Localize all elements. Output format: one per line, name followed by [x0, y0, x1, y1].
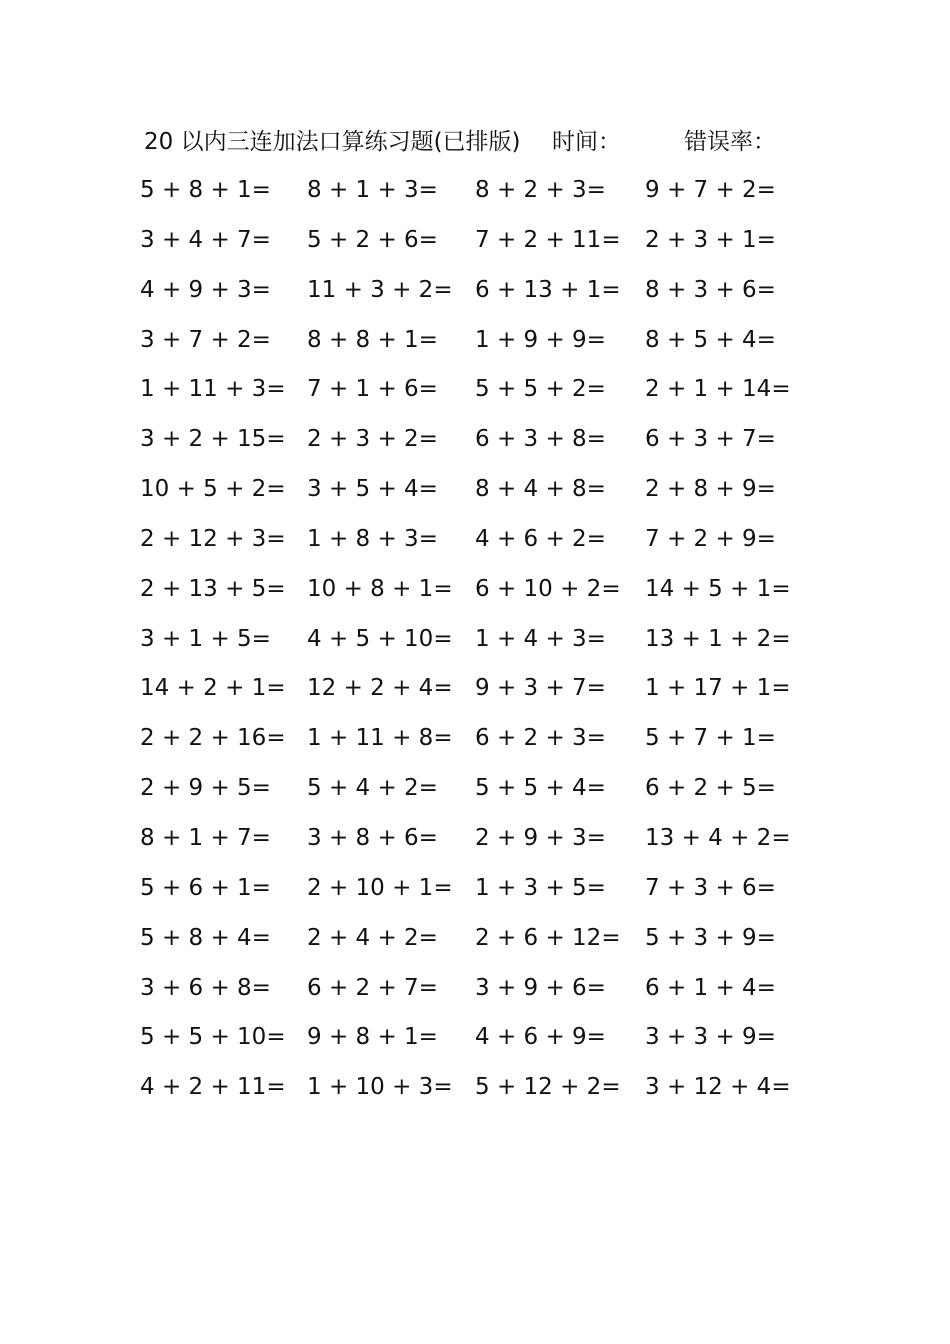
addition-problem: 8 + 1 + 3=	[307, 177, 438, 203]
addition-problem: 5 + 5 + 10=	[140, 1024, 286, 1051]
addition-problem: 5 + 6 + 1=	[140, 874, 271, 901]
addition-problem: 10 + 8 + 1=	[307, 575, 453, 602]
problem-row	[0, 216, 950, 266]
addition-problem: 8 + 4 + 8=	[475, 476, 606, 503]
addition-problem: 3 + 8 + 6=	[307, 824, 438, 851]
addition-problem: 3 + 4 + 7=	[140, 226, 271, 253]
worksheet-title: 20 以内三连加法口算练习题(已排版)	[144, 129, 521, 155]
problem-row	[0, 266, 950, 316]
time-label: 时间：	[552, 129, 621, 155]
addition-problem: 5 + 5 + 2=	[475, 376, 606, 403]
addition-problem: 3 + 12 + 4=	[645, 1074, 791, 1101]
addition-problem: 2 + 2 + 16=	[140, 725, 286, 752]
addition-problem: 2 + 9 + 3=	[475, 824, 606, 851]
addition-problem: 5 + 4 + 2=	[307, 775, 438, 802]
addition-problem: 2 + 12 + 3=	[140, 525, 286, 552]
addition-problem: 4 + 6 + 2=	[475, 525, 606, 552]
addition-problem: 5 + 2 + 6=	[307, 226, 438, 253]
addition-problem: 3 + 9 + 6=	[475, 974, 606, 1001]
addition-problem: 1 + 3 + 5=	[475, 874, 606, 901]
addition-problem: 2 + 4 + 2=	[307, 924, 438, 951]
addition-problem: 5 + 7 + 1=	[645, 725, 776, 752]
problem-row	[0, 166, 950, 216]
worksheet-header	[0, 124, 950, 160]
addition-problem: 3 + 6 + 8=	[140, 974, 271, 1001]
error-rate-label: 错误率：	[684, 129, 776, 155]
addition-problem: 8 + 5 + 4=	[645, 326, 776, 353]
addition-problem: 14 + 5 + 1=	[645, 575, 791, 602]
addition-problem: 8 + 3 + 6=	[645, 276, 776, 303]
addition-problem: 5 + 12 + 2=	[475, 1074, 621, 1101]
problem-grid	[0, 166, 950, 1113]
addition-problem: 13 + 4 + 2=	[645, 824, 791, 851]
addition-problem: 8 + 1 + 7=	[140, 824, 271, 851]
addition-problem: 9 + 7 + 2=	[645, 177, 776, 203]
problem-row	[0, 864, 950, 914]
problem-row	[0, 1063, 950, 1113]
addition-problem: 1 + 9 + 9=	[475, 326, 606, 353]
problem-row	[0, 814, 950, 864]
problem-row	[0, 565, 950, 615]
addition-problem: 4 + 6 + 9=	[475, 1024, 606, 1051]
addition-problem: 2 + 3 + 1=	[645, 226, 776, 253]
addition-problem: 3 + 1 + 5=	[140, 625, 271, 652]
addition-problem: 9 + 3 + 7=	[475, 675, 606, 702]
problem-row	[0, 1013, 950, 1063]
addition-problem: 10 + 5 + 2=	[140, 476, 286, 503]
addition-problem: 5 + 3 + 9=	[645, 924, 776, 951]
addition-problem: 1 + 11 + 3=	[140, 376, 286, 403]
addition-problem: 7 + 1 + 6=	[307, 376, 438, 403]
addition-problem: 3 + 3 + 9=	[645, 1024, 776, 1051]
problem-row	[0, 515, 950, 565]
addition-problem: 1 + 4 + 3=	[475, 625, 606, 652]
addition-problem: 3 + 2 + 15=	[140, 426, 286, 453]
addition-problem: 2 + 13 + 5=	[140, 575, 286, 602]
addition-problem: 3 + 5 + 4=	[307, 476, 438, 503]
addition-problem: 6 + 2 + 3=	[475, 725, 606, 752]
addition-problem: 11 + 3 + 2=	[307, 276, 453, 303]
problem-row	[0, 316, 950, 366]
problem-row	[0, 664, 950, 714]
addition-problem: 5 + 8 + 4=	[140, 924, 271, 951]
addition-problem: 6 + 10 + 2=	[475, 575, 621, 602]
addition-problem: 6 + 3 + 7=	[645, 426, 776, 453]
addition-problem: 4 + 5 + 10=	[307, 625, 453, 652]
addition-problem: 2 + 1 + 14=	[645, 376, 791, 403]
addition-problem: 1 + 11 + 8=	[307, 725, 453, 752]
problem-row	[0, 964, 950, 1014]
problem-row	[0, 365, 950, 415]
addition-problem: 1 + 8 + 3=	[307, 525, 438, 552]
problem-row	[0, 415, 950, 465]
addition-problem: 2 + 9 + 5=	[140, 775, 271, 802]
problem-row	[0, 914, 950, 964]
addition-problem: 3 + 7 + 2=	[140, 326, 271, 353]
addition-problem: 6 + 13 + 1=	[475, 276, 621, 303]
problem-row	[0, 764, 950, 814]
addition-problem: 2 + 6 + 12=	[475, 924, 621, 951]
addition-problem: 2 + 3 + 2=	[307, 426, 438, 453]
addition-problem: 2 + 10 + 1=	[307, 874, 453, 901]
addition-problem: 6 + 2 + 5=	[645, 775, 776, 802]
problem-row	[0, 465, 950, 515]
problem-row	[0, 714, 950, 764]
addition-problem: 6 + 2 + 7=	[307, 974, 438, 1001]
addition-problem: 7 + 2 + 9=	[645, 525, 776, 552]
addition-problem: 8 + 2 + 3=	[475, 177, 606, 203]
addition-problem: 7 + 2 + 11=	[475, 226, 621, 253]
problem-row	[0, 615, 950, 665]
addition-problem: 9 + 8 + 1=	[307, 1024, 438, 1051]
addition-problem: 7 + 3 + 6=	[645, 874, 776, 901]
addition-problem: 4 + 9 + 3=	[140, 276, 271, 303]
addition-problem: 5 + 8 + 1=	[140, 177, 271, 203]
addition-problem: 4 + 2 + 11=	[140, 1074, 286, 1101]
addition-problem: 12 + 2 + 4=	[307, 675, 453, 702]
addition-problem: 13 + 1 + 2=	[645, 625, 791, 652]
addition-problem: 6 + 3 + 8=	[475, 426, 606, 453]
addition-problem: 1 + 17 + 1=	[645, 675, 791, 702]
addition-problem: 8 + 8 + 1=	[307, 326, 438, 353]
addition-problem: 2 + 8 + 9=	[645, 476, 776, 503]
addition-problem: 5 + 5 + 4=	[475, 775, 606, 802]
addition-problem: 1 + 10 + 3=	[307, 1074, 453, 1101]
addition-problem: 6 + 1 + 4=	[645, 974, 776, 1001]
addition-problem: 14 + 2 + 1=	[140, 675, 286, 702]
